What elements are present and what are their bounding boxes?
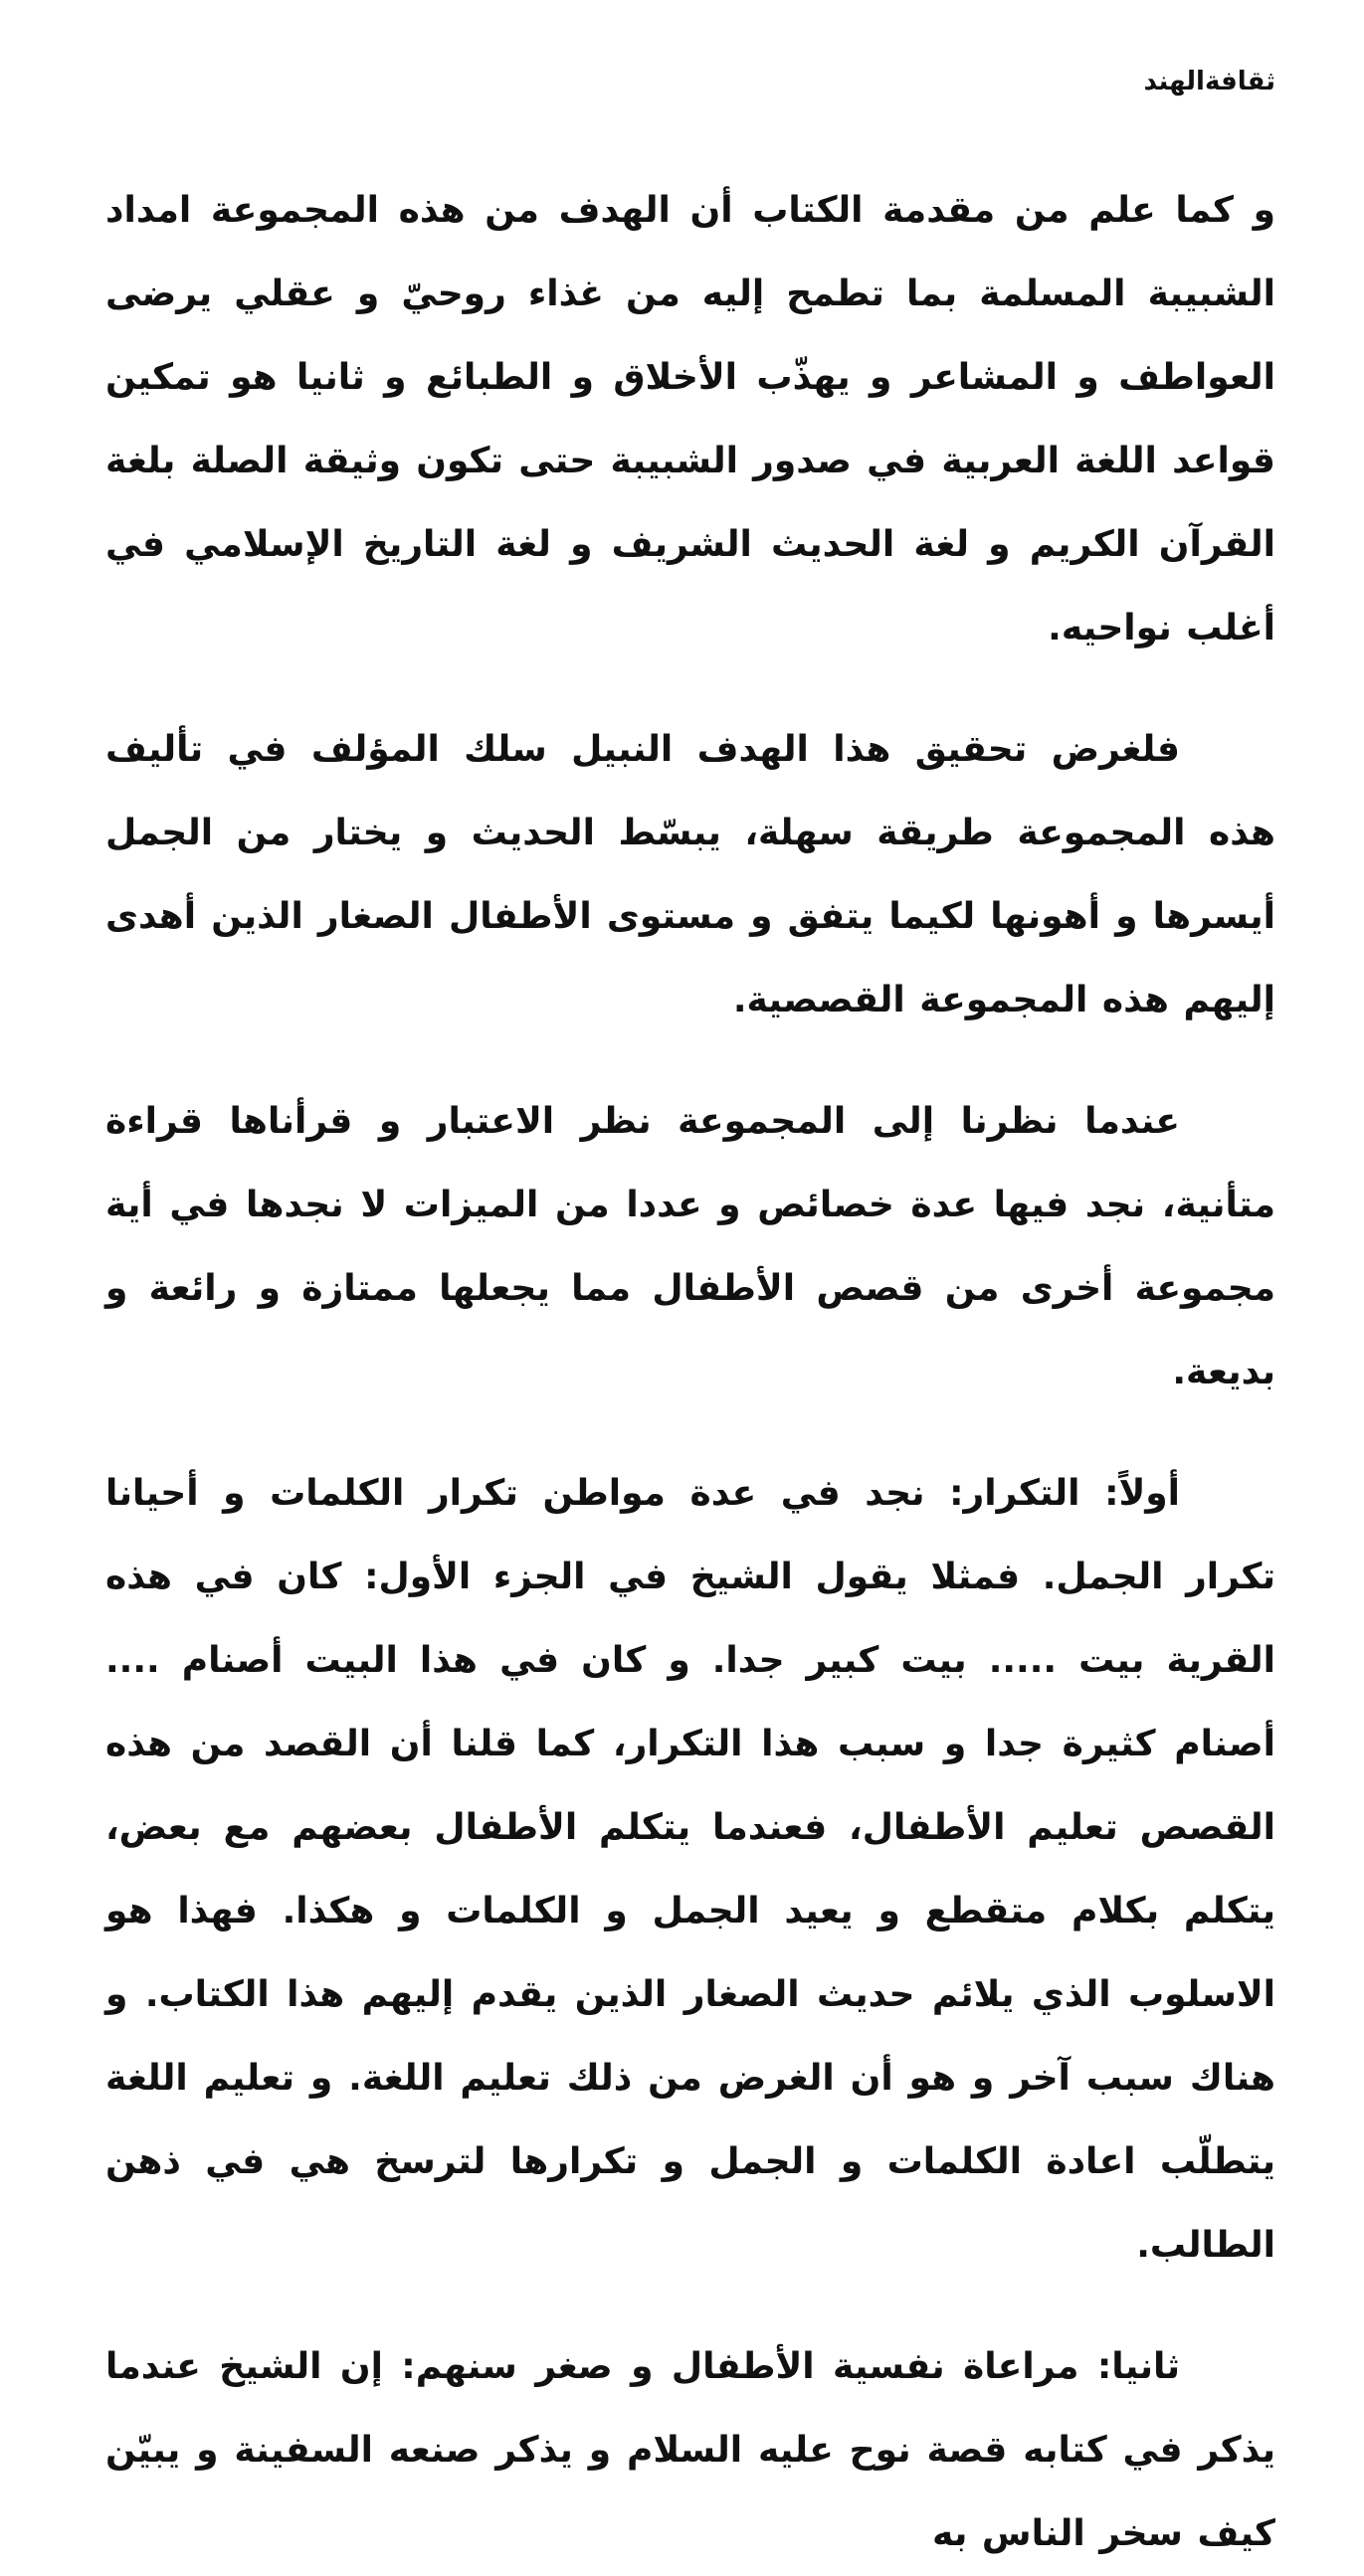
paragraph-intro-text: و كما علم من مقدمة الكتاب أن الهدف من هذه المجموعة امداد الشبيبة المسلمة بما تطمح إليه من غذاء روحيّ و عقلي يرضى العواطف و المشاعر و يهذّب الأخلاق و الطبائع و ثانيا هو تمكين قواعد اللغة العربية في صدور الشبيبة حتى تكون وثيقة الصلة بلغة القرآن الكريم و لغة الحديث الشريف و لغة التاريخ الإسلامي في أغلب نواحيه. — [105, 190, 1275, 648]
paragraph-features-text: عندما نظرنا إلى المجموعة نظر الاعتبار و قرأناها قراءة متأنية، نجد فيها عدة خصائص و عددا من الميزات لا نجدها في أية مجموعة أخرى من قصص الأطفال مما يجعلها ممتازة و رائعة و بديعة. — [105, 1101, 1275, 1392]
paragraph-method-text: فلغرض تحقيق هذا الهدف النبيل سلك المؤلف في تأليف هذه المجموعة طريقة سهلة، يبسّط الحديث و يختار من الجمل أيسرها و أهونها لكيما يتفق و مستوى الأطفال الصغار الذين أهدى إليهم هذه المجموعة القصصية. — [105, 729, 1275, 1020]
second-point-lead: ثانيا: — [1096, 2346, 1180, 2387]
first-point-lead: أولاً: — [1104, 1473, 1180, 1514]
second-point-text: مراعاة نفسية الأطفال و صغر سنهم: إن الشيخ عندما يذكر في كتابه قصة نوح عليه السلام و يذكر صنعه السفينة و يبيّن كيف سخر الناس به — [105, 2346, 1275, 2554]
first-point-text: التكرار: نجد في عدة مواطن تكرار الكلمات و أحيانا تكرار الجمل. فمثلا يقول الشيخ في الجزء الأول: كان في هذه القرية بيت ..... بيت كبير جدا. و كان في هذا البيت أصنام .... أصنام كثيرة جدا و سبب هذا التكرار، كما قلنا أن القصد من هذه القصص تعليم الأطفال، فعندما يتكلم الأطفال بعضهم مع بعض، يتكلم بكلام متقطع و يعيد الجمل و الكلمات و هكذا. فهذا هو الاسلوب الذي يلائم حديث الصغار الذين يقدم إليهم هذا الكتاب. و هناك سبب آخر و هو أن الغرض من ذلك تعليم اللغة. و تعليم اللغة يتطلّب اعادة الكلمات و الجمل و تكرارها لترسخ هي في ذهن الطالب. — [105, 1473, 1275, 2266]
paragraph-features — [105, 1080, 1275, 1414]
paragraph-method — [105, 708, 1275, 1042]
paragraph-first-point — [105, 1452, 1275, 2288]
running-header: ثقافةالهند — [1143, 67, 1275, 96]
paragraph-intro — [105, 169, 1275, 670]
paragraph-second-point — [105, 2325, 1275, 2576]
